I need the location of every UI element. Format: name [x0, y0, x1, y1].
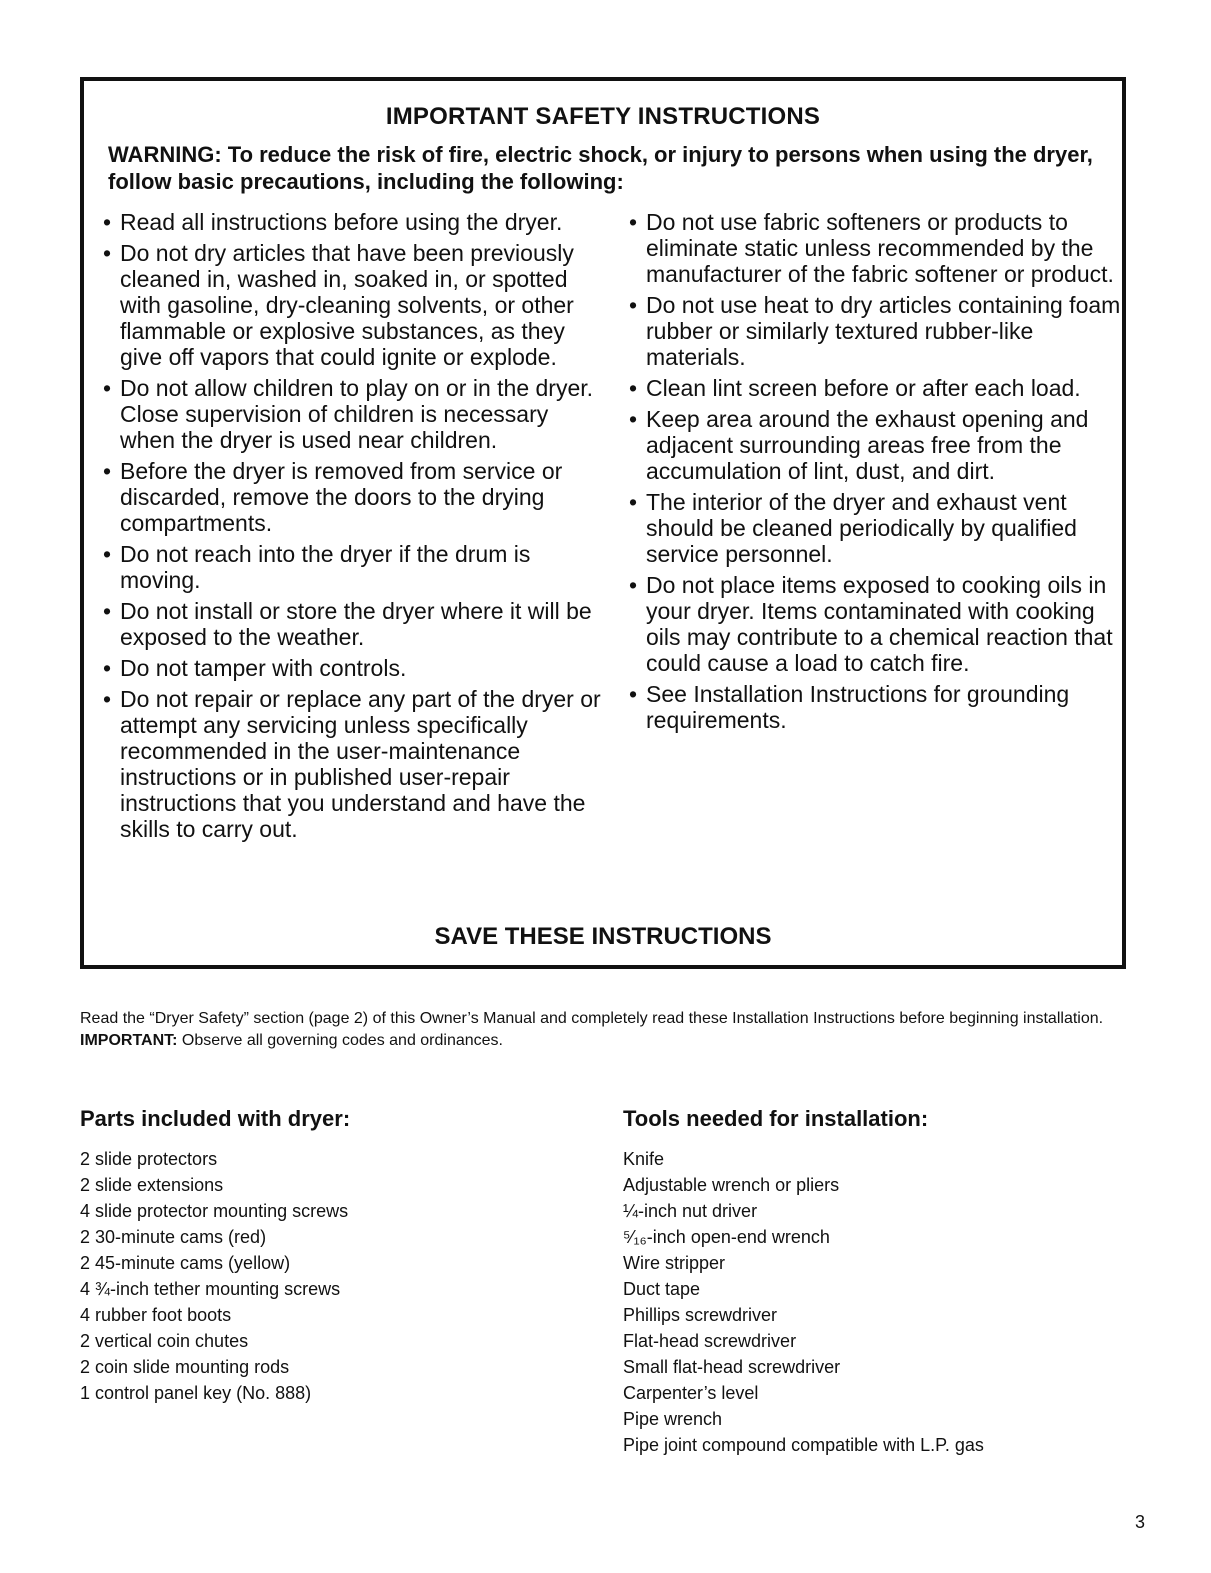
bullet-icon: •	[103, 375, 112, 401]
parts-section	[80, 1106, 580, 1406]
list-item: Pipe joint compound compatible with L.P. gas	[623, 1435, 984, 1455]
list-item: • Do not dry articles that have been previously cleaned in, washed in, soaked in, or spotted with gasoline, dry-cleaning solvents, or other flammable or explosive substances, as they give off vapors that could ignite or explode.	[103, 240, 574, 370]
list-item: • Keep area around the exhaust opening and adjacent surrounding areas free from the accumulation of lint, dust, and dirt.	[629, 406, 1089, 484]
list-item: • Do not reach into the dryer if the drum is moving.	[103, 541, 531, 593]
list-item: • Before the dryer is removed from service or discarded, remove the doors to the drying compartments.	[103, 458, 563, 536]
warning-label: WARNING:	[108, 142, 222, 167]
warning-text: To reduce the risk of fire, electric shock, or injury to persons when using the dryer, follow basic precautions, including the following:	[108, 142, 1093, 194]
bullet-icon: •	[103, 458, 112, 484]
list-item: • Do not repair or replace any part of the dryer or attempt any servicing unless specifically recommended in the user-maintenance instructions or in published user-repair instructions that you understand and have the skills to carry out.	[103, 686, 601, 842]
bullet-icon: •	[103, 240, 112, 266]
list-item: • The interior of the dryer and exhaust vent should be cleaned periodically by qualified service personnel.	[629, 489, 1077, 567]
warning-paragraph	[108, 141, 1108, 195]
tools-heading: Tools needed for installation:	[623, 1106, 929, 1131]
list-item: 2 vertical coin chutes	[80, 1331, 249, 1351]
save-instructions-title: SAVE THESE INSTRUCTIONS	[434, 923, 772, 950]
list-item: Phillips screwdriver	[623, 1305, 778, 1325]
bullet-icon: •	[103, 686, 112, 712]
bullet-icon: •	[629, 292, 638, 318]
safety-left-column	[102, 209, 602, 847]
list-item: • Do not allow children to play on or in the dryer. Close supervision of children is necessary when the dryer is used near children.	[103, 375, 594, 453]
list-item: 4 ¾-inch tether mounting screws	[80, 1279, 341, 1299]
list-item: • See Installation Instructions for grounding requirements.	[629, 681, 1070, 733]
list-item: Small flat-head screwdriver	[623, 1357, 841, 1377]
list-item: 4 slide protector mounting screws	[80, 1201, 349, 1221]
safety-title: IMPORTANT SAFETY INSTRUCTIONS	[385, 103, 821, 130]
bullet-icon: •	[629, 406, 638, 432]
list-item: • Do not use fabric softeners or products to eliminate static unless recommended by the manufacturer of the fabric softener or product.	[629, 209, 1114, 287]
list-item: 2 coin slide mounting rods	[80, 1357, 290, 1377]
list-item: • Do not install or store the dryer where it will be exposed to the weather.	[103, 598, 592, 650]
list-item: • Clean lint screen before or after each load.	[629, 375, 1081, 401]
intro-text	[80, 1008, 1130, 1052]
important-text: Observe all governing codes and ordinances.	[177, 1032, 503, 1049]
list-item: 1 control panel key (No. 888)	[80, 1383, 312, 1403]
important-label: IMPORTANT:	[80, 1032, 178, 1049]
important-note	[80, 1030, 1130, 1052]
tools-section	[623, 1106, 1143, 1458]
list-item: 4 rubber foot boots	[80, 1305, 232, 1325]
list-item: Knife	[623, 1149, 665, 1169]
intro-paragraph: Read the “Dryer Safety” section (page 2) of this Owner’s Manual and completely read these Installation Instructions before beginning installation.	[80, 1010, 1104, 1027]
bullet-icon: •	[629, 375, 638, 401]
list-item: • Read all instructions before using the dryer.	[103, 209, 563, 235]
list-item: • Do not use heat to dry articles containing foam rubber or similarly textured rubber-like materials.	[629, 292, 1121, 370]
bullet-icon: •	[103, 209, 112, 235]
list-item: Carpenter’s level	[623, 1383, 759, 1403]
list-item: 2 30-minute cams (red)	[80, 1227, 267, 1247]
list-item: Pipe wrench	[623, 1409, 723, 1429]
bullet-icon: •	[629, 572, 638, 598]
bullet-icon: •	[103, 541, 112, 567]
list-item: Adjustable wrench or pliers	[623, 1175, 840, 1195]
bullet-icon: •	[103, 655, 112, 681]
bullet-icon: •	[103, 598, 112, 624]
list-item: ¼-inch nut driver	[623, 1201, 758, 1221]
safety-instructions-box	[80, 77, 1126, 969]
list-item: • Do not tamper with controls.	[103, 655, 407, 681]
page-number: 3	[1135, 1512, 1146, 1532]
list-item: Duct tape	[623, 1279, 701, 1299]
parts-heading: Parts included with dryer:	[80, 1106, 351, 1131]
list-item: • Do not place items exposed to cooking oils in your dryer. Items contaminated with cooking oils may contribute to a chemical reaction that could cause a load to catch fire.	[629, 572, 1113, 676]
list-item: 2 slide extensions	[80, 1175, 224, 1195]
list-item: Wire stripper	[623, 1253, 726, 1273]
bullet-icon: •	[629, 489, 638, 515]
safety-right-column	[628, 209, 1128, 738]
bullet-icon: •	[629, 209, 638, 235]
list-item: Flat-head screwdriver	[623, 1331, 797, 1351]
bullet-icon: •	[629, 681, 638, 707]
list-item: 2 slide protectors	[80, 1149, 218, 1169]
list-item: 2 45-minute cams (yellow)	[80, 1253, 291, 1273]
list-item: ⁵⁄₁₆-inch open-end wrench	[623, 1227, 830, 1247]
